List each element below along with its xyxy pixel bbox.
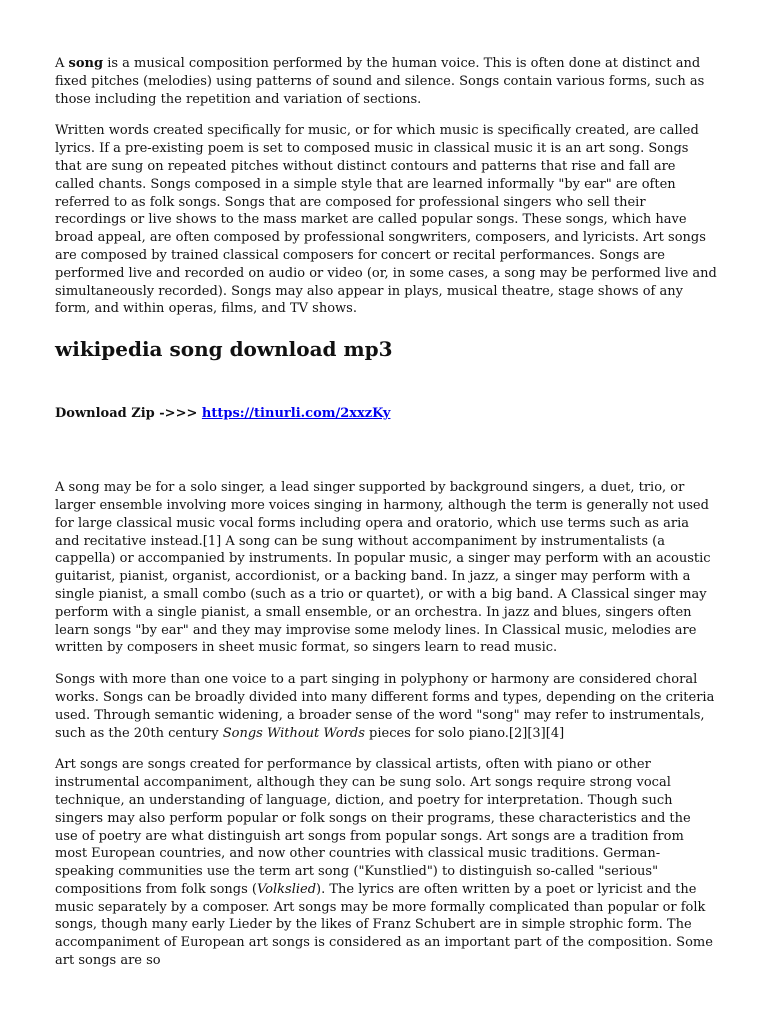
download-label: Download Zip ->>> [55, 406, 202, 422]
intro-prefix: A [55, 56, 69, 71]
intro-rest: is a musical composition performed by the human voice. This is often done at distinct and fixed pitches (melodies) using patterns of sound and silence. Songs contain various forms, such as those including the repetition and variation of sections. [55, 56, 705, 107]
download-link[interactable]: https://tinurli.com/2xxzKy [201, 406, 391, 422]
body-paragraph-4 [55, 671, 717, 742]
intro-paragraph-1 [55, 55, 717, 108]
p5-italic-term: Volkslied [256, 881, 317, 897]
p5-text-b: ). The lyrics are often written by a poet or lyricist and the music separately by a composer. Art songs may be more formally complicated than popular or folk songs, though many early Lieder by the likes of Franz Schubert are in simple strophic form. The accompaniment of European art songs is considered as an important part of the composition. Some art songs are so [55, 881, 713, 969]
document-page [55, 55, 717, 984]
p4-text-a: Songs with more than one voice to a part singing in polyphony or harmony are considered choral works. Songs can be broadly divided into many different forms and types, depending on the criteria used. Through semantic widening, a broader sense of the word "song" may refer to instrumentals, such as the 20th century [55, 672, 715, 741]
intro-paragraph-2: Written words created specifically for music, or for which music is specifically created, are called lyrics. If a pre-existing poem is set to composed music in classical music it is an art song. Songs that are sung on repeated pitches without distinct contours and patterns that rise and fall are called chants. Songs composed in a simple style that are learned informally "by ear" are often referred to as folk songs. Songs that are composed for professional singers who sell their recordings or live shows to the mass market are called popular songs. These songs, which have broad appeal, are often composed by professional songwriters, composers, and lyricists. Art songs are composed by trained classical composers for concert or recital performances. Songs are performed live and recorded on audio or video (or, in some cases, a song may be performed live and simultaneously recorded). Songs may also appear in plays, musical theatre, stage shows of any form, and within operas, films, and TV shows. [55, 123, 717, 317]
body-paragraph-5 [55, 756, 717, 970]
song-term: song [68, 56, 104, 71]
p5-text-a: Art songs are songs created for performance by classical artists, often with piano or other instrumental accompaniment, although they can be sung solo. Art songs require strong vocal technique, an understanding of language, diction, and poetry for interpretation. Though such singers may also perform popular or folk songs on their programs, these characteristics and the use of poetry are what distinguish art songs from popular songs. Art songs are a tradition from most European countries, and now other countries with classical music traditions. German-speaking communities use the term art song ("Kunstlied") to distinguish so-called "serious" compositions from folk songs ( [55, 757, 691, 897]
body-paragraph-3: A song may be for a solo singer, a lead singer supported by background singers, a duet, trio, or larger ensemble involving more voices singing in harmony, although the term is generally not used for large classical music vocal forms including opera and oratorio, which use terms such as aria and recitative instead.[1] A song can be sung without accompaniment by instrumentalists (a cappella) or accompanied by instruments. In popular music, a singer may perform with an acoustic guitarist, pianist, organist, accordionist, or a backing band. In jazz, a singer may perform with a single pianist, a small combo (such as a trio or quartet), or with a big band. A Classical singer may perform with a single pianist, a small ensemble, or an orchestra. In jazz and blues, singers often learn songs "by ear" and they may improvise some melody lines. In Classical music, melodies are written by composers in sheet music format, so singers learn to read music. [55, 480, 711, 656]
spacer [55, 423, 717, 479]
p4-text-b: pieces for solo piano.[2][3][4] [364, 725, 565, 741]
download-line [55, 405, 717, 423]
page-heading: wikipedia song download mp3 [55, 337, 393, 362]
p4-italic-title: Songs Without Words [222, 725, 365, 741]
